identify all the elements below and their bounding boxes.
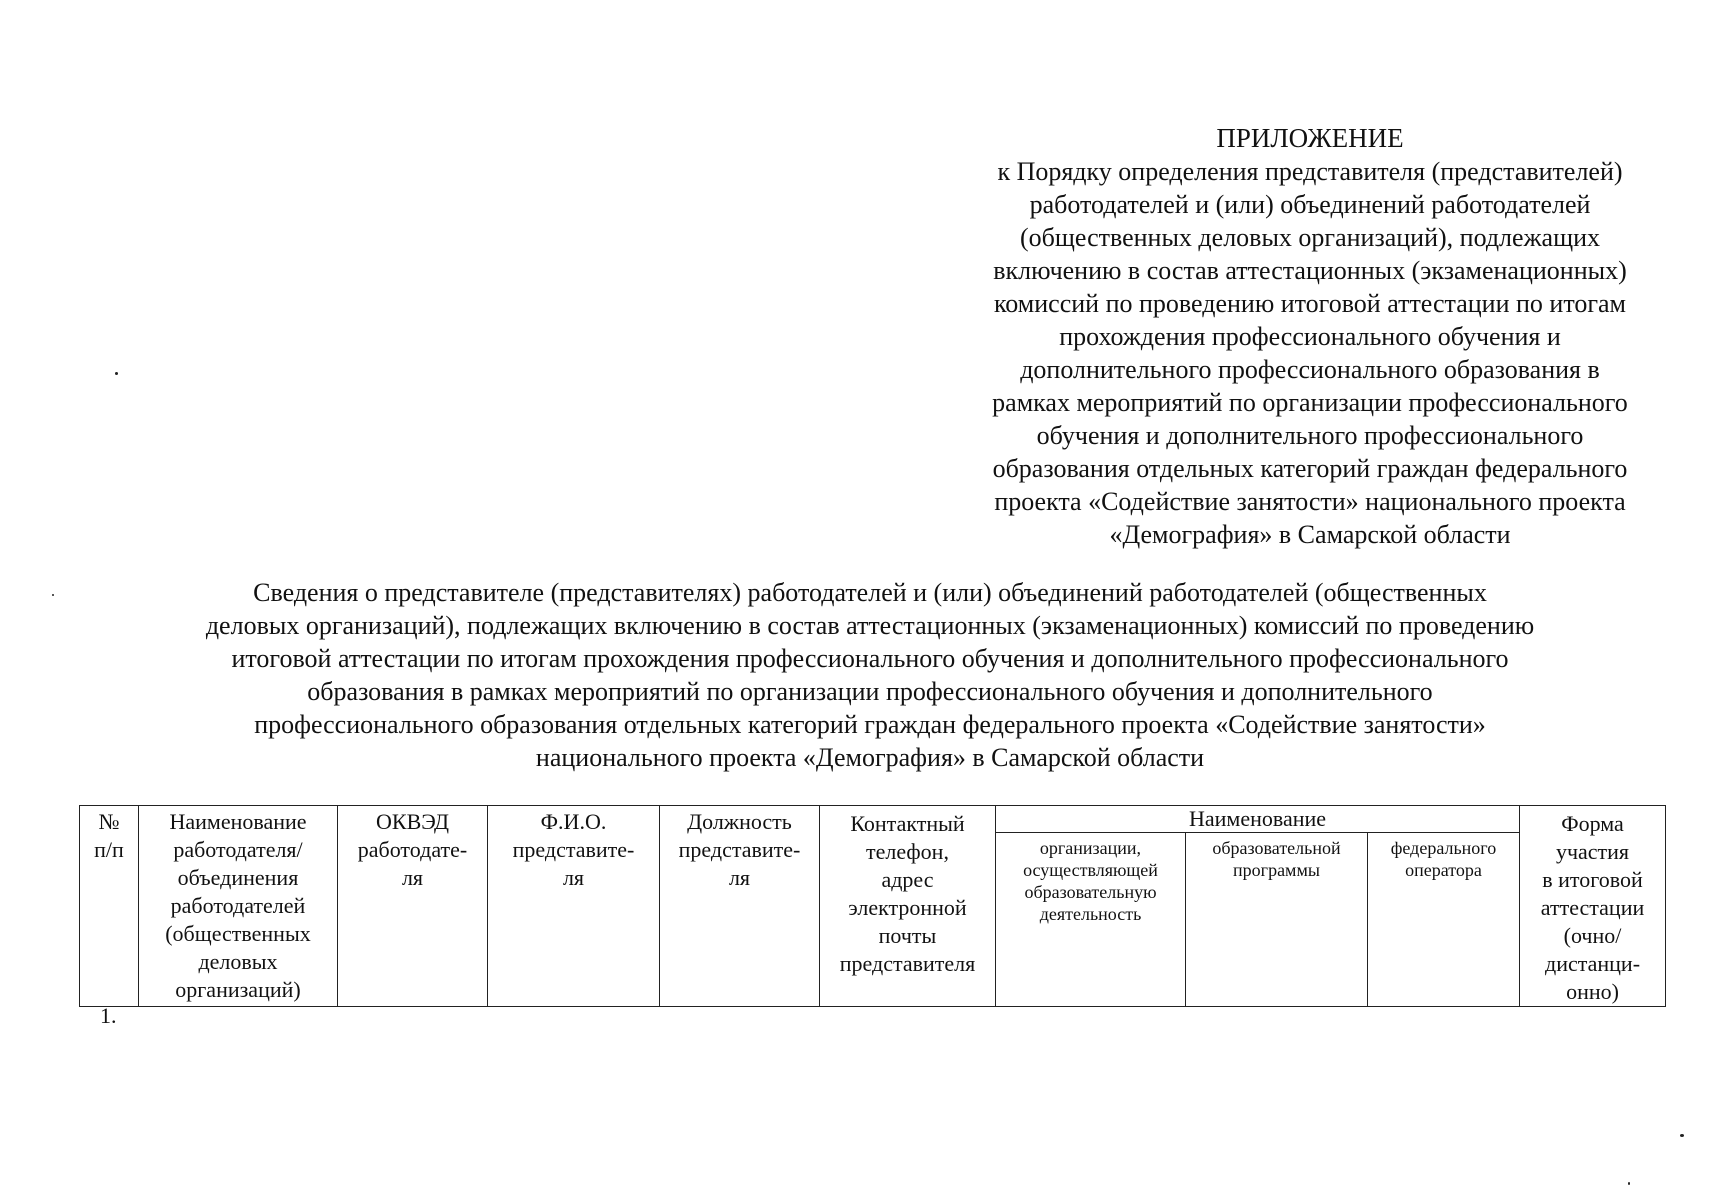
appendix-line: дополнительного профессионального образования в <box>1020 355 1600 384</box>
appendix-line: образования отдельных категорий граждан федерального <box>992 454 1628 483</box>
appendix-line: включению в состав аттестационных (экзаменационных) <box>993 256 1627 285</box>
appendix-line: «Демография» в Самарской области <box>1109 520 1511 549</box>
document-heading <box>60 576 1680 774</box>
header-position: Должность представите- ля <box>660 806 820 1007</box>
appendix-line: к Порядку определения представителя (представителей) <box>997 157 1623 186</box>
scan-speck <box>1680 1134 1684 1137</box>
appendix-header <box>930 122 1690 551</box>
header-number: № п/п <box>80 806 139 1007</box>
appendix-title: ПРИЛОЖЕНИЕ <box>1216 123 1404 153</box>
table-row-number: 1. <box>100 1003 117 1028</box>
heading-line: деловых организаций), подлежащих включению в состав аттестационных (экзаменационных) комиссий по проведению <box>205 611 1535 640</box>
appendix-line: рамках мероприятий по организации профессионального <box>992 388 1628 417</box>
scan-speck <box>52 594 54 596</box>
header-contact: Контактный телефон, адрес электронной почты представителя <box>820 806 996 1007</box>
appendix-line: проекта «Содействие занятости» национального проекта <box>994 487 1626 516</box>
heading-line: Сведения о представителе (представителях) работодателей и (или) объединений работодателей (общественных <box>253 578 1487 607</box>
appendix-line: прохождения профессионального обучения и <box>1059 322 1561 351</box>
heading-line: профессионального образования отдельных категорий граждан федерального проекта «Содействие занятости» <box>254 710 1486 739</box>
heading-line: национального проекта «Демография» в Самарской области <box>535 743 1205 772</box>
header-employer: Наименование работодателя/ объединения работодателей (общественных деловых организаций) <box>139 806 338 1007</box>
appendix-line: комиссий по проведению итоговой аттестации по итогам <box>993 289 1626 318</box>
heading-line: образования в рамках мероприятий по организации профессионального обучения и дополнительного <box>307 677 1433 706</box>
header-group-name: Наименование <box>996 806 1520 833</box>
header-sub-program: образовательной программы <box>1186 833 1368 1007</box>
header-sub-organization: организации, осуществляющей образовательную деятельность <box>996 833 1186 1007</box>
header-fio: Ф.И.О. представите- ля <box>488 806 660 1007</box>
representatives-table <box>79 805 1665 1007</box>
header-okved: ОКВЭД работодате- ля <box>338 806 488 1007</box>
header-sub-operator: федерального оператора <box>1368 833 1520 1007</box>
appendix-line: обучения и дополнительного профессионального <box>1036 421 1584 450</box>
scan-speck <box>115 372 118 375</box>
appendix-line: работодателей и (или) объединений работодателей <box>1029 190 1591 219</box>
heading-line: итоговой аттестации по итогам прохождения профессионального обучения и дополнительного профессионального <box>231 644 1509 673</box>
scan-speck <box>1628 1182 1630 1185</box>
header-form: Форма участия в итоговой аттестации (очно/ дистанци- онно) <box>1520 806 1666 1007</box>
appendix-line: (общественных деловых организаций), подлежащих <box>1019 223 1601 252</box>
